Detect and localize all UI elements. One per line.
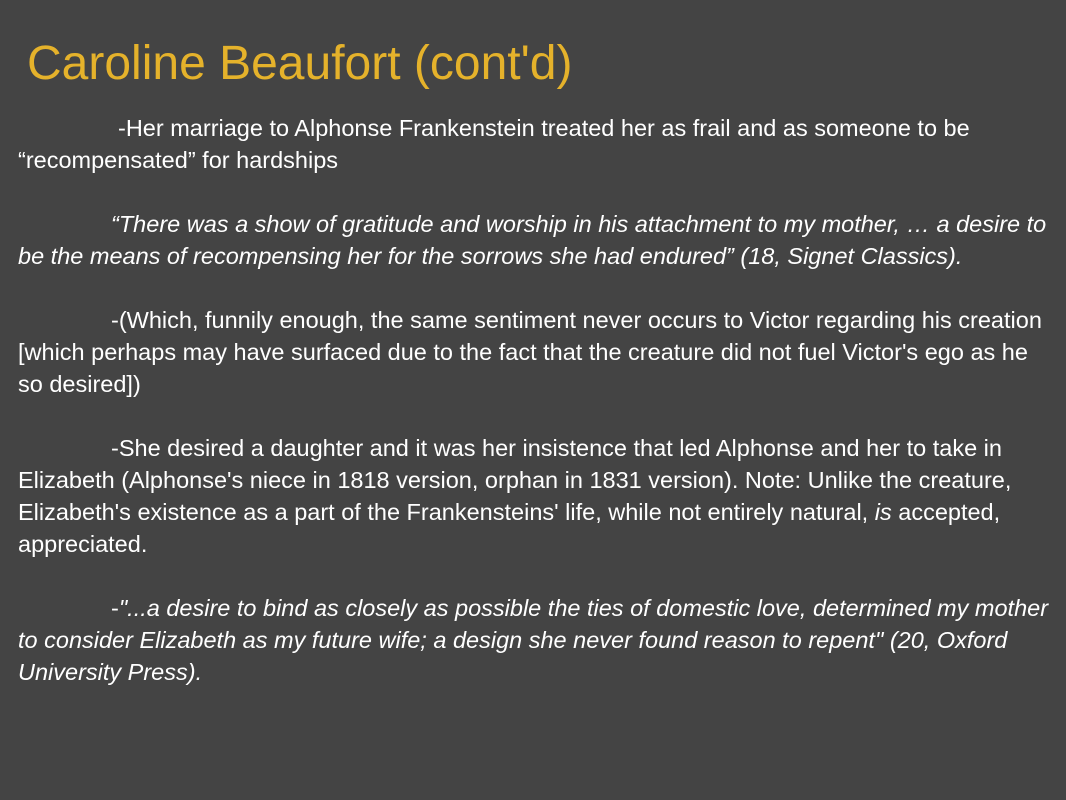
quote-gratitude (18, 208, 1058, 272)
paragraph-marriage (18, 112, 1058, 176)
slide-body (18, 112, 1058, 688)
paragraph-text-end: accepted, appreciated. (18, 499, 1001, 557)
paragraph-text: -Her marriage to Alphonse Frankenstein treated her as frail and as someone to be “recompensated” for hardships (18, 115, 970, 173)
quote-text: “There was a show of gratitude and worship in his attachment to my mother, … a desire to be the means of recompensing her for the sorrows she had endured” (18, Signet Classics). (18, 211, 1047, 269)
emphasis-is: is (874, 499, 892, 525)
quote-dash: - (111, 595, 119, 621)
paragraph-victor-note (18, 304, 1058, 400)
paragraph-text: -She desired a daughter and it was her insistence that led Alphonse and her to take in Elizabeth (Alphonse's niece in 1818 version, orphan in 1831 version). Note: Unlike the creature, Elizabeth's existence as a part of the Frankensteins' life, while not entirely natural, (18, 435, 1012, 525)
slide-title: Caroline Beaufort (cont'd) (27, 37, 573, 90)
paragraph-elizabeth (18, 432, 1058, 560)
quote-domestic-love (18, 592, 1058, 688)
quote-text: "...a desire to bind as closely as possible the ties of domestic love, determined my mother to consider Elizabeth as my future wife; a design she never found reason to repent" (20, Oxford University Press). (18, 595, 1049, 685)
paragraph-text: -(Which, funnily enough, the same sentiment never occurs to Victor regarding his creation [which perhaps may have surfaced due to the fact that the creature did not fuel Victor's ego as he so desired]) (18, 307, 1042, 397)
